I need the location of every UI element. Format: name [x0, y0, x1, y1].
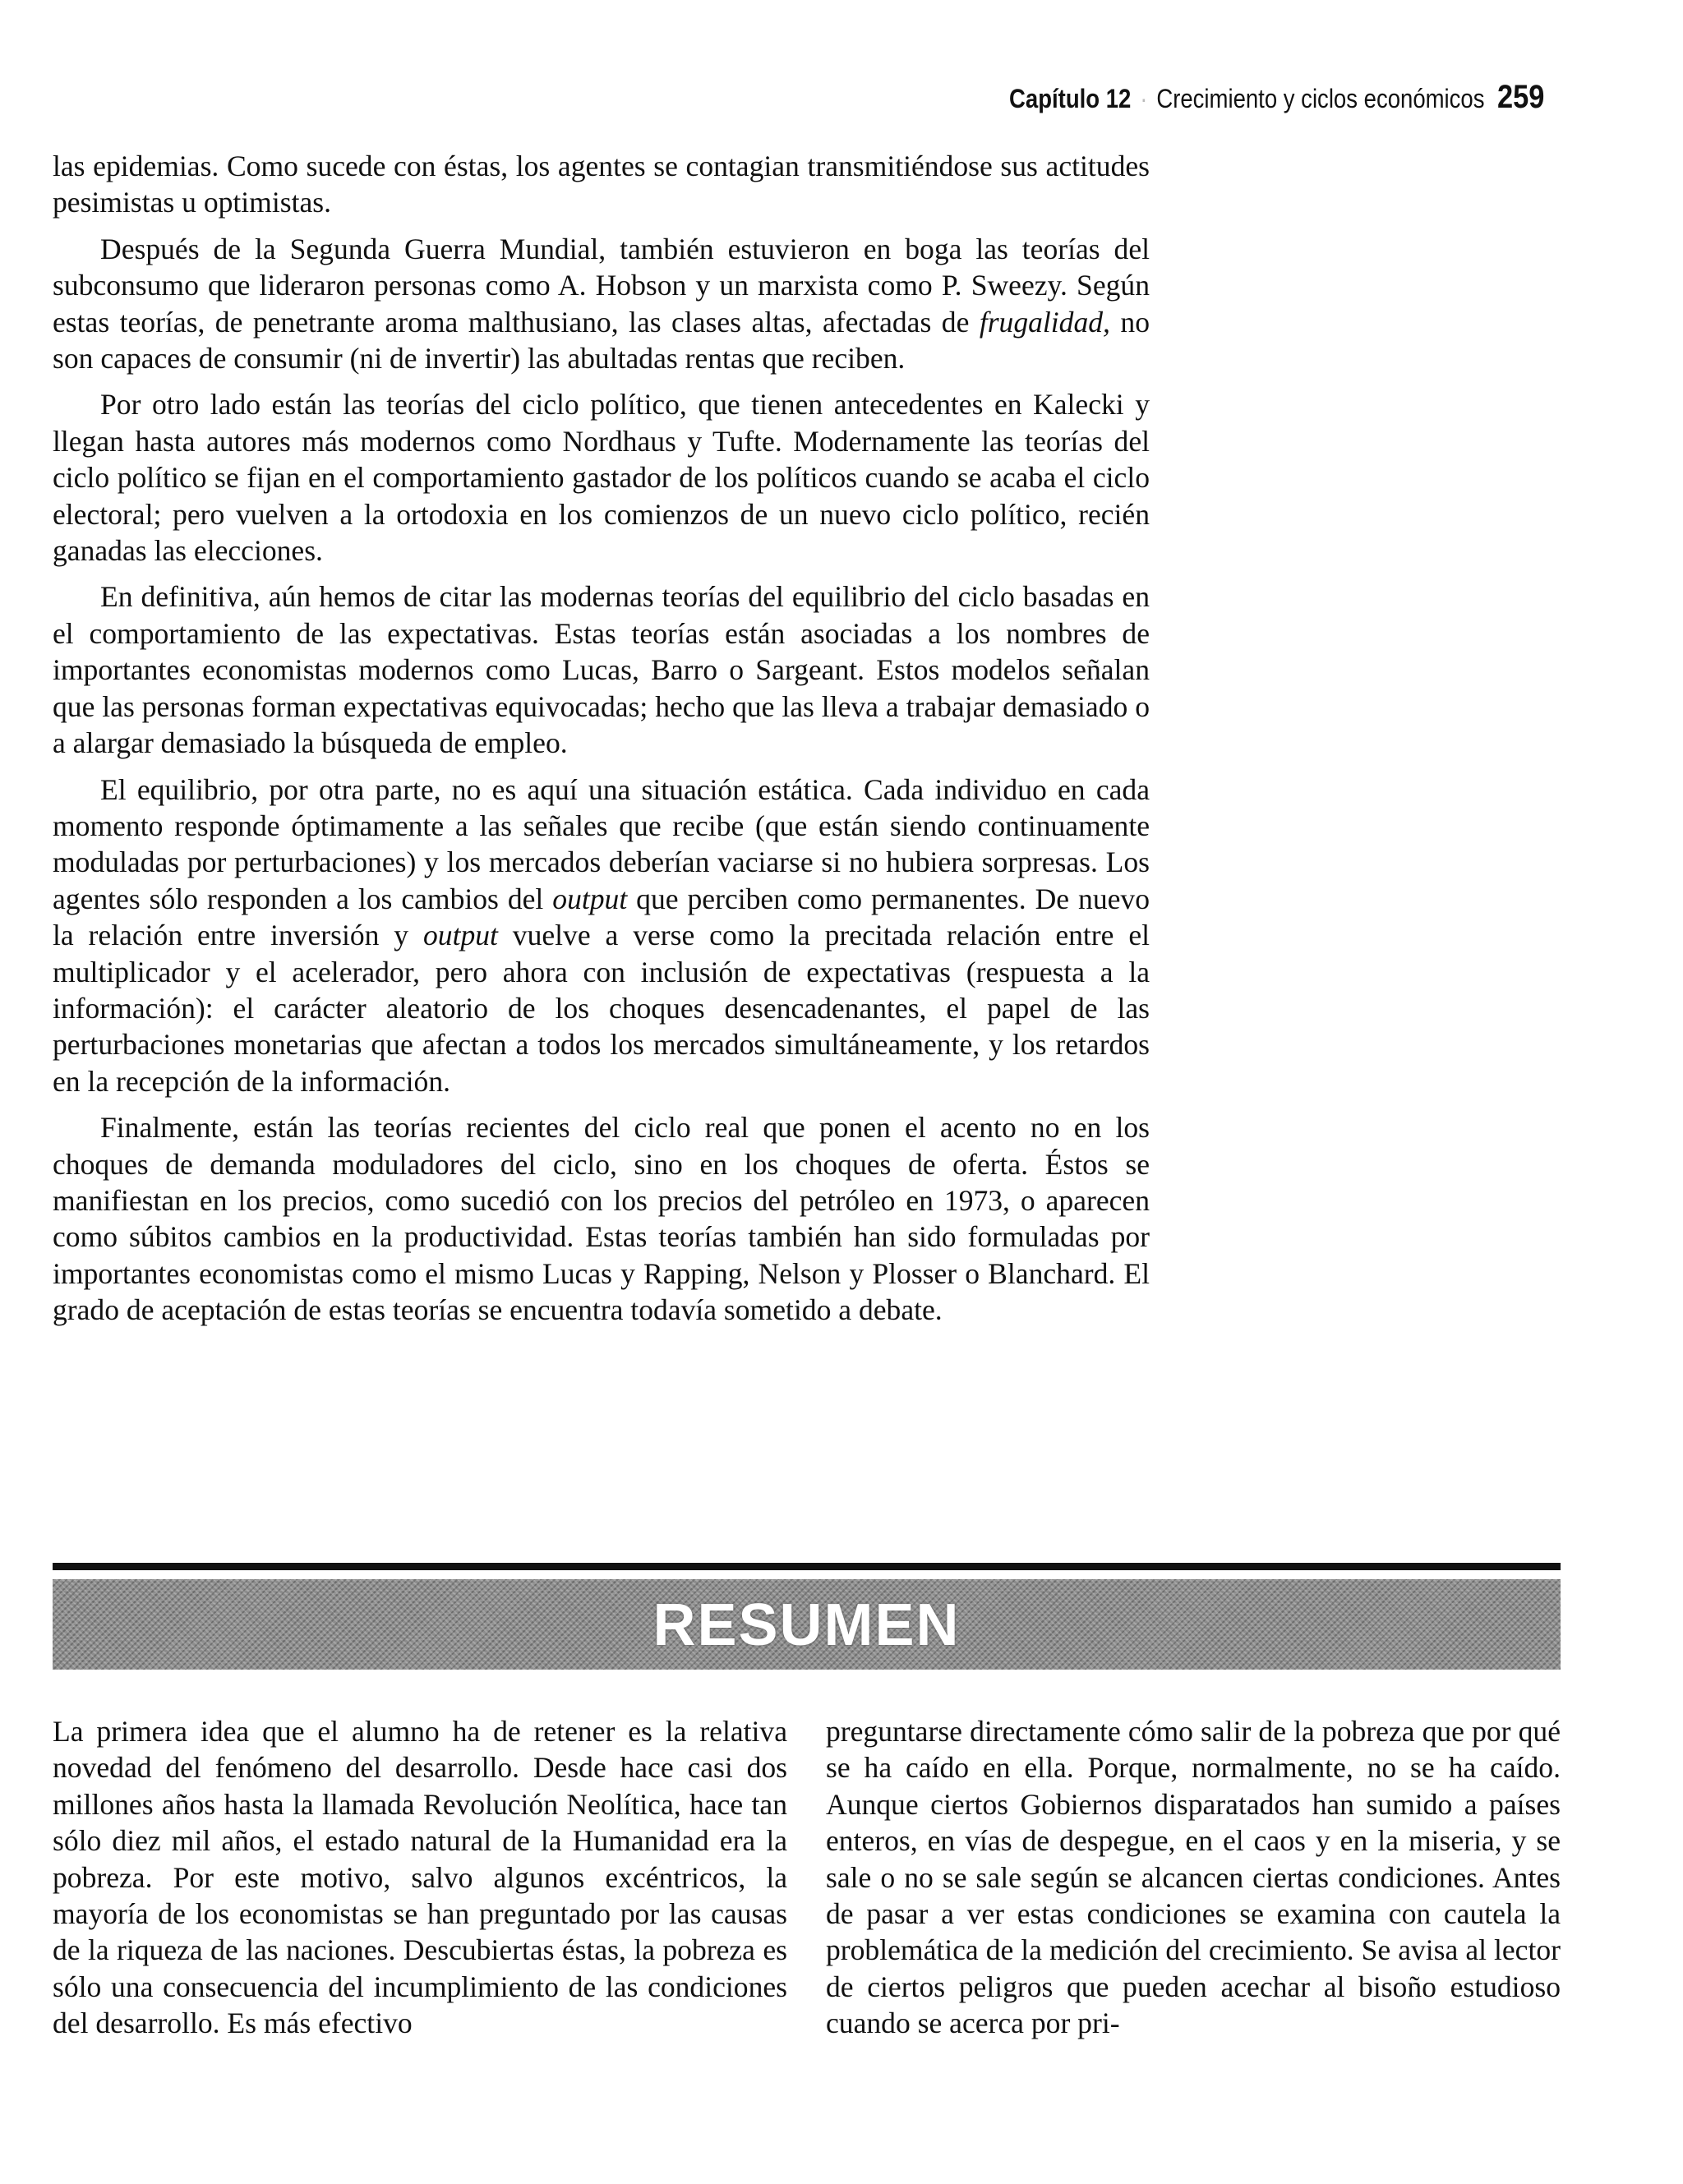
paragraph-5-text-a: El equilibrio, por otra parte, no es aquí una situación estática. Cada individuo en cada momento responde óptimamente a las señales que recibe (que están siendo continuamente moduladas por perturbaciones) y los mercados deberían vaciarse si no hubiera sorpresas. Los agentes sólo responden a los cambios del: [53, 772, 1150, 915]
summary-column-left: [53, 1713, 787, 2042]
paragraph-5-text-b: que perciben como permanentes. De nuevo la relación entre inversión y: [53, 882, 1150, 952]
summary-left-text: La primera idea que el alumno ha de retener es la relativa novedad del fenómeno del desarrollo. Desde hace casi dos millones años hasta la llamada Revolución Neolítica, hace tan sólo diez mil años, el estado natural de la Humanidad era la pobreza. Por este motivo, salvo algunos excéntricos, la mayoría de los economistas se han preguntado por las causas de la riqueza de las naciones. Descubiertas éstas, la pobreza es sólo una consecuencia del incumplimiento de las condiciones del desarrollo. Es más efectivo: [53, 1715, 787, 2040]
paragraph-2: [53, 231, 1150, 377]
summary-title: RESUMEN: [652, 1592, 961, 1658]
section-rule: [53, 1563, 1561, 1570]
chapter-label: Capítulo 12: [1008, 84, 1131, 113]
emphasis-output-1: output: [552, 882, 628, 915]
main-text: [53, 148, 1150, 1339]
paragraph-6: Finalmente, están las teorías recientes del ciclo real que ponen el acento no en los choques de demanda moduladores del ciclo, sino en los choques de oferta. Éstos se manifiestan en los precios, como sucedió con los precios del petróleo en 1973, o aparecen como súbitos cambios en la productividad. Estas teorías también han sido formuladas por importantes economistas como el mismo Lucas y Rapping, Nelson y Plosser o Blanchard. El grado de aceptación de estas teorías se encuentra todavía sometido a debate.: [53, 1111, 1150, 1327]
paragraph-5-text-c: vuelve a verse como la precitada relación entre el multiplicador y el acelerador, pero ahora con inclusión de expectativas (respuesta a la información): el carácter aleatorio de los choques desencadenantes, el papel de las perturbaciones monetarias que afectan a todos los mercados simultáneamente, y los retardos en la recepción de la información.: [53, 919, 1150, 1098]
header-separator: ·: [1139, 84, 1148, 113]
chapter-title: Crecimiento y ciclos económicos: [1155, 84, 1485, 113]
paragraph-3: Por otro lado están las teorías del ciclo político, que tienen antecedentes en Kalecki y llegan hasta autores más modernos como Nordhaus y Tufte. Modernamente las teorías del ciclo político se fijan en el comportamiento gastador de los políticos cuando se acaba el ciclo electoral; pero vuelven a la ortodoxia en los comienzos de un nuevo ciclo político, recién ganadas las elecciones.: [53, 388, 1150, 568]
summary-right-text: preguntarse directamente cómo salir de la pobreza que por qué se ha caído en ella. Porque, normalmente, no se ha caído. Aunque ciertos Gobiernos disparatados han sumido a países enteros, en vías de despegue, en el caos y en la miseria, y se sale o no se sale según se alcancen ciertas condiciones. Antes de pasar a ver estas condiciones se examina con cautela la problemática de la medición del crecimiento. Se avisa al lector de ciertos peligros que pueden acechar al bisoño estudioso cuando se acerca por pri-: [826, 1715, 1561, 2040]
paragraph-2-text-b: no son capaces de consumir (ni de invertir) las abultadas rentas que reciben.: [53, 305, 1150, 376]
emphasis-frugalidad: frugalidad,: [979, 305, 1110, 339]
summary-column-right: [826, 1713, 1561, 2042]
summary-banner: [53, 1579, 1561, 1670]
paragraph-4: En definitiva, aún hemos de citar las modernas teorías del equilibrio del ciclo basadas en el comportamiento de las expectativas. Estas teorías están asociadas a los nombres de importantes economistas modernos como Lucas, Barro o Sargeant. Estos modelos señalan que las personas forman expectativas equivocadas; hecho que las lleva a trabajar demasiado o a alargar demasiado la búsqueda de empleo.: [53, 580, 1150, 760]
page-number: 259: [1496, 79, 1544, 115]
emphasis-output-2: output: [422, 919, 498, 952]
paragraph-2-text-a: Después de la Segunda Guerra Mundial, también estuvieron en boga las teorías del subconsumo que lideraron personas como A. Hobson y un marxista como P. Sweezy. Según estas teorías, de penetrante aroma malthusiano, las clases altas, afectadas de: [53, 232, 1150, 339]
paragraph-1: las epidemias. Como sucede con éstas, los agentes se contagian transmitiéndose sus actitudes pesimistas u optimistas.: [53, 150, 1150, 219]
running-header: [1009, 81, 1544, 115]
paragraph-5: [53, 772, 1150, 1100]
